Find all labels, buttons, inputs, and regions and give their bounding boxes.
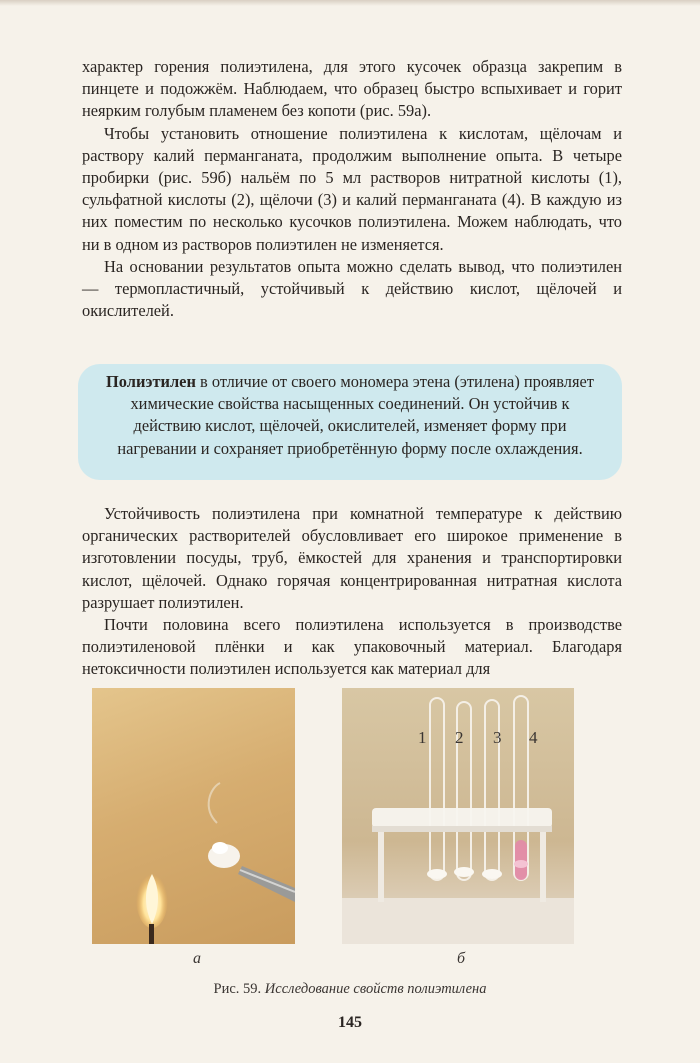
- sub-label-a: а: [193, 950, 201, 967]
- callout-term: Полиэтилен: [106, 372, 196, 391]
- paragraph-2: Чтобы установить отношение полиэтилена к кислотам, щёлочам и раствору калий перманганата, продолжим выполнение опыта. В четыре пробирки (рис. 59б) нальём по 5 мл растворов нитратной кислоты (1), сульфатной кислоты (2), щёлочи (3) и калий перманганата (4). В каждую из них поместим по несколько кусочков полиэтилена. Можем наблюдать, что ни в одном из растворов полиэтилен не изменяется.: [82, 123, 622, 254]
- burning-sample-illustration: [92, 688, 295, 944]
- paragraph-5: Почти половина всего полиэтилена используется в производстве полиэтиленовой плёнки и как упаковочный материал. Благодаря нетоксичности полиэтилен используется как материал для: [82, 615, 622, 679]
- top-text-block: [82, 56, 622, 322]
- test-tube-3: [485, 700, 499, 880]
- page-top-edge: [0, 0, 700, 6]
- bottom-text-block: [82, 503, 622, 681]
- definition-callout: [78, 364, 622, 480]
- caption-prefix: Рис. 59.: [213, 981, 265, 997]
- tube-label-4: 4: [529, 728, 538, 747]
- caption-title: Исследование свойств полиэтилена: [264, 981, 487, 997]
- tube-label-1: 1: [418, 728, 427, 747]
- page-number: 145: [338, 1014, 362, 1031]
- test-tube-rack-illustration: [342, 688, 574, 944]
- tube-label-3: 3: [493, 728, 502, 747]
- sub-label-b: б: [457, 950, 466, 967]
- photo-burning-polyethylene: [92, 688, 295, 944]
- paragraph-1: характер горения полиэтилена, для этого кусочек образца закрепим в пинцете и подожжём. Наблюдаем, что образец быстро вспыхивает и горит неярким голубым пламенем без копоти (рис. 59а).: [82, 57, 622, 121]
- paragraph-3: На основании результатов опыта можно сделать вывод, что полиэтилен — термопластичный, устойчивый к действию кислот, щёлочей и окислителей.: [82, 256, 622, 321]
- figure-caption: [0, 981, 700, 998]
- tube-label-2: 2: [455, 728, 464, 747]
- paragraph-4: Устойчивость полиэтилена при комнатной температуре к действию органических растворителей обусловливает его широкое применение в изготовлении посуды, труб, ёмкостей для хранения и транспортировки кислот, щёлочей. Однако горячая концентрированная нитратная кислота разрушает полиэтилен.: [82, 504, 622, 612]
- photo-test-tubes: [342, 688, 574, 944]
- callout-text: в отличие от своего мономера этена (этилена) проявляет химические свойства насыщенных соединений. Он устойчив к действию кислот, щёлочей, окислителей, изменяет форму при нагревании и сохраняет приобретённую форму после охлаждения.: [117, 372, 594, 458]
- test-tube-1: [430, 698, 444, 880]
